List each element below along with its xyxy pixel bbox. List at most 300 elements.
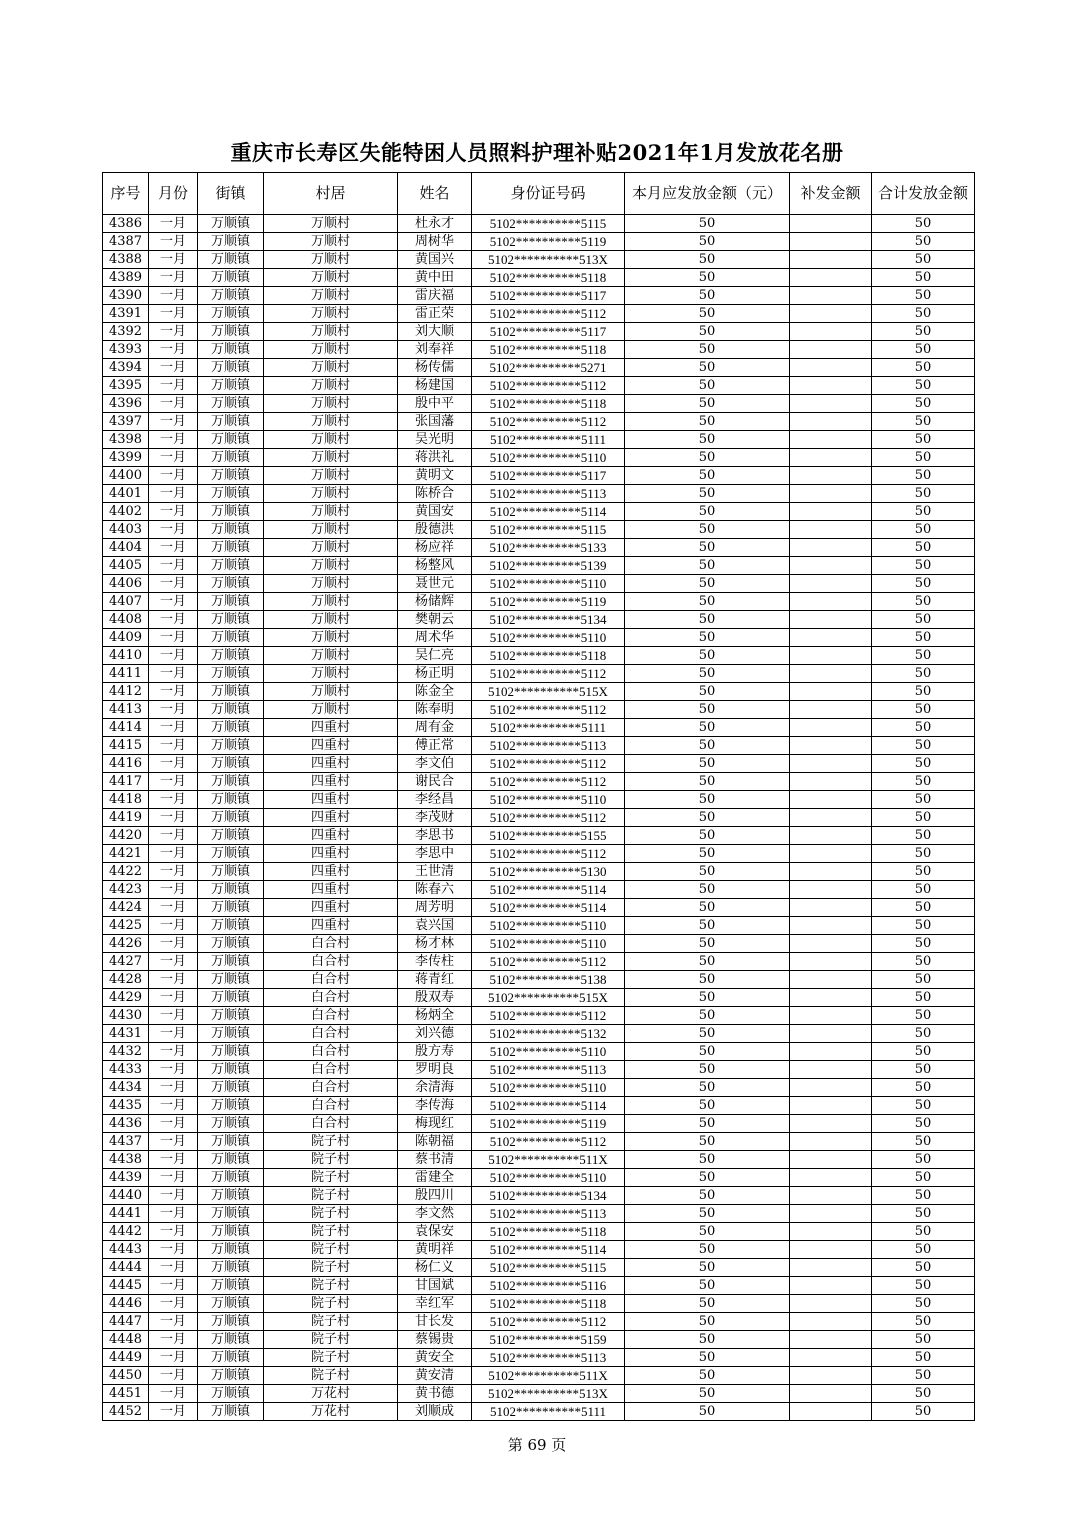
- cell-index: 4395: [103, 377, 149, 395]
- cell-index: 4451: [103, 1385, 149, 1403]
- cell-name: 杨才林: [398, 935, 472, 953]
- cell-monthly-amount: 50: [625, 863, 790, 881]
- cell-monthly-amount: 50: [625, 557, 790, 575]
- table-row: [103, 287, 975, 305]
- cell-supplement-amount: [790, 881, 872, 899]
- cell-village: 万顺村: [264, 647, 398, 665]
- cell-index: 4426: [103, 935, 149, 953]
- cell-supplement-amount: [790, 305, 872, 323]
- cell-town: 万顺镇: [198, 809, 264, 827]
- cell-town: 万顺镇: [198, 1187, 264, 1205]
- cell-village: 白合村: [264, 1079, 398, 1097]
- table-row: [103, 431, 975, 449]
- cell-supplement-amount: [790, 1259, 872, 1277]
- cell-month: 一月: [149, 1043, 198, 1061]
- cell-monthly-amount: 50: [625, 1241, 790, 1259]
- cell-id-number: 5102**********5113: [472, 737, 625, 755]
- cell-name: 吴仁亮: [398, 647, 472, 665]
- table-row: [103, 557, 975, 575]
- cell-village: 院子村: [264, 1241, 398, 1259]
- cell-month: 一月: [149, 863, 198, 881]
- cell-village: 白合村: [264, 1043, 398, 1061]
- cell-month: 一月: [149, 1169, 198, 1187]
- cell-town: 万顺镇: [198, 503, 264, 521]
- cell-village: 万顺村: [264, 701, 398, 719]
- cell-village: 四重村: [264, 863, 398, 881]
- cell-index: 4414: [103, 719, 149, 737]
- cell-supplement-amount: [790, 737, 872, 755]
- table-row: [103, 737, 975, 755]
- cell-monthly-amount: 50: [625, 773, 790, 791]
- cell-monthly-amount: 50: [625, 827, 790, 845]
- cell-total-amount: 50: [872, 485, 975, 503]
- table-row: [103, 827, 975, 845]
- cell-name: 陈奉明: [398, 701, 472, 719]
- cell-supplement-amount: [790, 233, 872, 251]
- cell-name: 蔡书清: [398, 1151, 472, 1169]
- cell-name: 蒋青红: [398, 971, 472, 989]
- cell-town: 万顺镇: [198, 665, 264, 683]
- table-header-row: [103, 173, 975, 215]
- cell-index: 4403: [103, 521, 149, 539]
- cell-monthly-amount: 50: [625, 485, 790, 503]
- table-row: [103, 1133, 975, 1151]
- table-body: [103, 215, 975, 1421]
- cell-total-amount: 50: [872, 935, 975, 953]
- cell-id-number: 5102**********5159: [472, 1331, 625, 1349]
- cell-monthly-amount: 50: [625, 647, 790, 665]
- cell-total-amount: 50: [872, 1061, 975, 1079]
- cell-id-number: 5102**********5114: [472, 881, 625, 899]
- cell-index: 4402: [103, 503, 149, 521]
- cell-supplement-amount: [790, 503, 872, 521]
- cell-index: 4444: [103, 1259, 149, 1277]
- table-row: [103, 341, 975, 359]
- cell-village: 白合村: [264, 1115, 398, 1133]
- cell-id-number: 5102**********5111: [472, 1403, 625, 1421]
- table-row: [103, 881, 975, 899]
- table-row: [103, 1223, 975, 1241]
- cell-supplement-amount: [790, 449, 872, 467]
- cell-town: 万顺镇: [198, 431, 264, 449]
- cell-name: 殷德洪: [398, 521, 472, 539]
- cell-id-number: 5102**********5117: [472, 323, 625, 341]
- cell-total-amount: 50: [872, 1277, 975, 1295]
- cell-index: 4450: [103, 1367, 149, 1385]
- cell-id-number: 5102**********5134: [472, 1187, 625, 1205]
- table-row: [103, 575, 975, 593]
- cell-town: 万顺镇: [198, 449, 264, 467]
- cell-village: 四重村: [264, 755, 398, 773]
- table-row: [103, 215, 975, 233]
- cell-village: 院子村: [264, 1331, 398, 1349]
- cell-town: 万顺镇: [198, 1061, 264, 1079]
- cell-index: 4447: [103, 1313, 149, 1331]
- cell-id-number: 5102**********5112: [472, 1133, 625, 1151]
- cell-monthly-amount: 50: [625, 1205, 790, 1223]
- table-row: [103, 1313, 975, 1331]
- cell-town: 万顺镇: [198, 1007, 264, 1025]
- cell-village: 万顺村: [264, 467, 398, 485]
- cell-id-number: 5102**********5112: [472, 773, 625, 791]
- cell-village: 四重村: [264, 773, 398, 791]
- cell-id-number: 5102**********5110: [472, 791, 625, 809]
- table-row: [103, 467, 975, 485]
- cell-name: 杨应祥: [398, 539, 472, 557]
- cell-month: 一月: [149, 1295, 198, 1313]
- cell-index: 4416: [103, 755, 149, 773]
- table-row: [103, 1277, 975, 1295]
- cell-total-amount: 50: [872, 863, 975, 881]
- cell-total-amount: 50: [872, 251, 975, 269]
- cell-town: 万顺镇: [198, 485, 264, 503]
- cell-monthly-amount: 50: [625, 359, 790, 377]
- cell-total-amount: 50: [872, 917, 975, 935]
- cell-village: 万顺村: [264, 611, 398, 629]
- cell-name: 袁兴国: [398, 917, 472, 935]
- cell-village: 白合村: [264, 989, 398, 1007]
- cell-month: 一月: [149, 395, 198, 413]
- cell-index: 4413: [103, 701, 149, 719]
- cell-month: 一月: [149, 1241, 198, 1259]
- cell-name: 黄安清: [398, 1367, 472, 1385]
- cell-name: 刘奉祥: [398, 341, 472, 359]
- cell-town: 万顺镇: [198, 1043, 264, 1061]
- cell-month: 一月: [149, 341, 198, 359]
- cell-town: 万顺镇: [198, 755, 264, 773]
- cell-monthly-amount: 50: [625, 755, 790, 773]
- cell-month: 一月: [149, 1349, 198, 1367]
- cell-total-amount: 50: [872, 323, 975, 341]
- cell-village: 白合村: [264, 1097, 398, 1115]
- table-row: [103, 1241, 975, 1259]
- cell-monthly-amount: 50: [625, 305, 790, 323]
- cell-name: 杨炳全: [398, 1007, 472, 1025]
- cell-id-number: 5102**********5118: [472, 647, 625, 665]
- cell-village: 白合村: [264, 1025, 398, 1043]
- cell-village: 院子村: [264, 1295, 398, 1313]
- cell-town: 万顺镇: [198, 1223, 264, 1241]
- cell-id-number: 5102**********5134: [472, 611, 625, 629]
- cell-name: 陈桥合: [398, 485, 472, 503]
- cell-id-number: 5102**********5114: [472, 1097, 625, 1115]
- cell-supplement-amount: [790, 683, 872, 701]
- cell-monthly-amount: 50: [625, 413, 790, 431]
- cell-supplement-amount: [790, 953, 872, 971]
- cell-name: 杨传儒: [398, 359, 472, 377]
- cell-index: 4408: [103, 611, 149, 629]
- cell-name: 幸红军: [398, 1295, 472, 1313]
- cell-total-amount: 50: [872, 1349, 975, 1367]
- cell-month: 一月: [149, 1151, 198, 1169]
- cell-name: 甘国斌: [398, 1277, 472, 1295]
- cell-id-number: 5102**********5119: [472, 1115, 625, 1133]
- cell-town: 万顺镇: [198, 827, 264, 845]
- table-row: [103, 917, 975, 935]
- table-row: [103, 449, 975, 467]
- cell-supplement-amount: [790, 431, 872, 449]
- cell-month: 一月: [149, 1097, 198, 1115]
- cell-total-amount: 50: [872, 395, 975, 413]
- cell-village: 四重村: [264, 827, 398, 845]
- cell-supplement-amount: [790, 1115, 872, 1133]
- cell-village: 万顺村: [264, 413, 398, 431]
- cell-monthly-amount: 50: [625, 431, 790, 449]
- cell-village: 白合村: [264, 1061, 398, 1079]
- cell-village: 万顺村: [264, 287, 398, 305]
- cell-name: 刘兴德: [398, 1025, 472, 1043]
- cell-town: 万顺镇: [198, 359, 264, 377]
- cell-id-number: 5102**********5119: [472, 593, 625, 611]
- cell-index: 4445: [103, 1277, 149, 1295]
- cell-total-amount: 50: [872, 557, 975, 575]
- cell-town: 万顺镇: [198, 971, 264, 989]
- cell-name: 雷正荣: [398, 305, 472, 323]
- cell-index: 4442: [103, 1223, 149, 1241]
- cell-total-amount: 50: [872, 521, 975, 539]
- cell-town: 万顺镇: [198, 251, 264, 269]
- cell-monthly-amount: 50: [625, 1349, 790, 1367]
- cell-monthly-amount: 50: [625, 1331, 790, 1349]
- cell-town: 万顺镇: [198, 1151, 264, 1169]
- cell-supplement-amount: [790, 809, 872, 827]
- table-row: [103, 503, 975, 521]
- cell-monthly-amount: 50: [625, 1187, 790, 1205]
- cell-id-number: 5102**********5113: [472, 1205, 625, 1223]
- cell-total-amount: 50: [872, 845, 975, 863]
- cell-supplement-amount: [790, 215, 872, 233]
- cell-month: 一月: [149, 629, 198, 647]
- roster-table: [102, 172, 975, 1421]
- table-row: [103, 1403, 975, 1421]
- cell-index: 4421: [103, 845, 149, 863]
- cell-supplement-amount: [790, 863, 872, 881]
- cell-town: 万顺镇: [198, 1025, 264, 1043]
- cell-village: 院子村: [264, 1277, 398, 1295]
- table-row: [103, 1007, 975, 1025]
- cell-monthly-amount: 50: [625, 395, 790, 413]
- cell-total-amount: 50: [872, 1187, 975, 1205]
- cell-village: 院子村: [264, 1313, 398, 1331]
- cell-index: 4387: [103, 233, 149, 251]
- cell-index: 4390: [103, 287, 149, 305]
- cell-index: 4452: [103, 1403, 149, 1421]
- cell-town: 万顺镇: [198, 215, 264, 233]
- cell-village: 院子村: [264, 1133, 398, 1151]
- cell-id-number: 5102**********5110: [472, 1079, 625, 1097]
- cell-monthly-amount: 50: [625, 323, 790, 341]
- cell-village: 白合村: [264, 971, 398, 989]
- cell-index: 4449: [103, 1349, 149, 1367]
- table-row: [103, 359, 975, 377]
- cell-total-amount: 50: [872, 737, 975, 755]
- cell-index: 4389: [103, 269, 149, 287]
- cell-town: 万顺镇: [198, 683, 264, 701]
- cell-name: 殷方寿: [398, 1043, 472, 1061]
- cell-name: 殷中平: [398, 395, 472, 413]
- cell-village: 四重村: [264, 737, 398, 755]
- cell-index: 4448: [103, 1331, 149, 1349]
- table-row: [103, 791, 975, 809]
- cell-village: 万顺村: [264, 323, 398, 341]
- header-id-number: 身份证号码: [472, 173, 625, 215]
- cell-village: 万花村: [264, 1403, 398, 1421]
- cell-month: 一月: [149, 431, 198, 449]
- cell-town: 万顺镇: [198, 1169, 264, 1187]
- cell-town: 万顺镇: [198, 773, 264, 791]
- cell-village: 万花村: [264, 1385, 398, 1403]
- cell-supplement-amount: [790, 827, 872, 845]
- cell-supplement-amount: [790, 1403, 872, 1421]
- cell-total-amount: 50: [872, 899, 975, 917]
- cell-id-number: 5102**********5110: [472, 449, 625, 467]
- cell-id-number: 5102**********511X: [472, 1367, 625, 1385]
- cell-supplement-amount: [790, 701, 872, 719]
- cell-monthly-amount: 50: [625, 1097, 790, 1115]
- cell-id-number: 5102**********5110: [472, 1043, 625, 1061]
- cell-name: 杨储辉: [398, 593, 472, 611]
- cell-total-amount: 50: [872, 1295, 975, 1313]
- cell-supplement-amount: [790, 1331, 872, 1349]
- cell-name: 黄中田: [398, 269, 472, 287]
- cell-total-amount: 50: [872, 233, 975, 251]
- cell-town: 万顺镇: [198, 287, 264, 305]
- cell-town: 万顺镇: [198, 1115, 264, 1133]
- cell-id-number: 5102**********5114: [472, 503, 625, 521]
- cell-monthly-amount: 50: [625, 809, 790, 827]
- cell-id-number: 5102**********5116: [472, 1277, 625, 1295]
- cell-index: 4417: [103, 773, 149, 791]
- cell-supplement-amount: [790, 359, 872, 377]
- cell-month: 一月: [149, 305, 198, 323]
- cell-month: 一月: [149, 1133, 198, 1151]
- cell-supplement-amount: [790, 845, 872, 863]
- cell-supplement-amount: [790, 1025, 872, 1043]
- cell-index: 4419: [103, 809, 149, 827]
- cell-index: 4388: [103, 251, 149, 269]
- cell-monthly-amount: 50: [625, 467, 790, 485]
- cell-id-number: 5102**********5112: [472, 377, 625, 395]
- cell-town: 万顺镇: [198, 845, 264, 863]
- table-row: [103, 593, 975, 611]
- cell-village: 万顺村: [264, 359, 398, 377]
- cell-name: 樊朝云: [398, 611, 472, 629]
- cell-town: 万顺镇: [198, 917, 264, 935]
- cell-total-amount: 50: [872, 1241, 975, 1259]
- cell-monthly-amount: 50: [625, 575, 790, 593]
- cell-town: 万顺镇: [198, 593, 264, 611]
- cell-name: 李传柱: [398, 953, 472, 971]
- cell-index: 4428: [103, 971, 149, 989]
- cell-month: 一月: [149, 665, 198, 683]
- cell-supplement-amount: [790, 1295, 872, 1313]
- cell-supplement-amount: [790, 1097, 872, 1115]
- cell-monthly-amount: 50: [625, 1079, 790, 1097]
- cell-month: 一月: [149, 413, 198, 431]
- cell-name: 李茂财: [398, 809, 472, 827]
- cell-month: 一月: [149, 917, 198, 935]
- cell-village: 院子村: [264, 1187, 398, 1205]
- cell-index: 4405: [103, 557, 149, 575]
- cell-village: 万顺村: [264, 575, 398, 593]
- cell-supplement-amount: [790, 287, 872, 305]
- cell-total-amount: 50: [872, 791, 975, 809]
- cell-supplement-amount: [790, 1223, 872, 1241]
- cell-index: 4441: [103, 1205, 149, 1223]
- table-row: [103, 899, 975, 917]
- cell-id-number: 5102**********5155: [472, 827, 625, 845]
- cell-month: 一月: [149, 377, 198, 395]
- table-row: [103, 1097, 975, 1115]
- cell-name: 吴光明: [398, 431, 472, 449]
- cell-total-amount: 50: [872, 881, 975, 899]
- cell-town: 万顺镇: [198, 539, 264, 557]
- cell-monthly-amount: 50: [625, 665, 790, 683]
- cell-name: 杜永才: [398, 215, 472, 233]
- cell-month: 一月: [149, 827, 198, 845]
- cell-monthly-amount: 50: [625, 881, 790, 899]
- cell-village: 万顺村: [264, 305, 398, 323]
- cell-id-number: 5102**********5112: [472, 413, 625, 431]
- cell-index: 4431: [103, 1025, 149, 1043]
- cell-name: 杨仁义: [398, 1259, 472, 1277]
- cell-index: 4429: [103, 989, 149, 1007]
- cell-total-amount: 50: [872, 1367, 975, 1385]
- table-row: [103, 233, 975, 251]
- cell-monthly-amount: 50: [625, 341, 790, 359]
- cell-supplement-amount: [790, 611, 872, 629]
- table-row: [103, 935, 975, 953]
- cell-index: 4396: [103, 395, 149, 413]
- cell-index: 4392: [103, 323, 149, 341]
- cell-id-number: 5102**********5112: [472, 953, 625, 971]
- cell-village: 院子村: [264, 1169, 398, 1187]
- cell-supplement-amount: [790, 521, 872, 539]
- cell-id-number: 5102**********5118: [472, 1223, 625, 1241]
- cell-index: 4436: [103, 1115, 149, 1133]
- cell-town: 万顺镇: [198, 1133, 264, 1151]
- cell-village: 四重村: [264, 881, 398, 899]
- cell-id-number: 5102**********5117: [472, 467, 625, 485]
- cell-monthly-amount: 50: [625, 1169, 790, 1187]
- cell-village: 院子村: [264, 1205, 398, 1223]
- page-title: 重庆市长寿区失能特困人员照料护理补贴2021年1月发放花名册: [230, 140, 844, 165]
- cell-monthly-amount: 50: [625, 269, 790, 287]
- cell-index: 4386: [103, 215, 149, 233]
- cell-index: 4415: [103, 737, 149, 755]
- cell-supplement-amount: [790, 1205, 872, 1223]
- cell-supplement-amount: [790, 971, 872, 989]
- cell-supplement-amount: [790, 1151, 872, 1169]
- cell-index: 4446: [103, 1295, 149, 1313]
- cell-month: 一月: [149, 953, 198, 971]
- cell-town: 万顺镇: [198, 647, 264, 665]
- cell-name: 杨整风: [398, 557, 472, 575]
- cell-town: 万顺镇: [198, 1385, 264, 1403]
- cell-name: 聂世元: [398, 575, 472, 593]
- cell-id-number: 5102**********5118: [472, 341, 625, 359]
- cell-index: 4404: [103, 539, 149, 557]
- cell-name: 陈金全: [398, 683, 472, 701]
- cell-village: 万顺村: [264, 485, 398, 503]
- cell-village: 万顺村: [264, 215, 398, 233]
- cell-town: 万顺镇: [198, 863, 264, 881]
- cell-name: 雷建全: [398, 1169, 472, 1187]
- cell-monthly-amount: 50: [625, 503, 790, 521]
- cell-monthly-amount: 50: [625, 1061, 790, 1079]
- cell-town: 万顺镇: [198, 953, 264, 971]
- cell-monthly-amount: 50: [625, 521, 790, 539]
